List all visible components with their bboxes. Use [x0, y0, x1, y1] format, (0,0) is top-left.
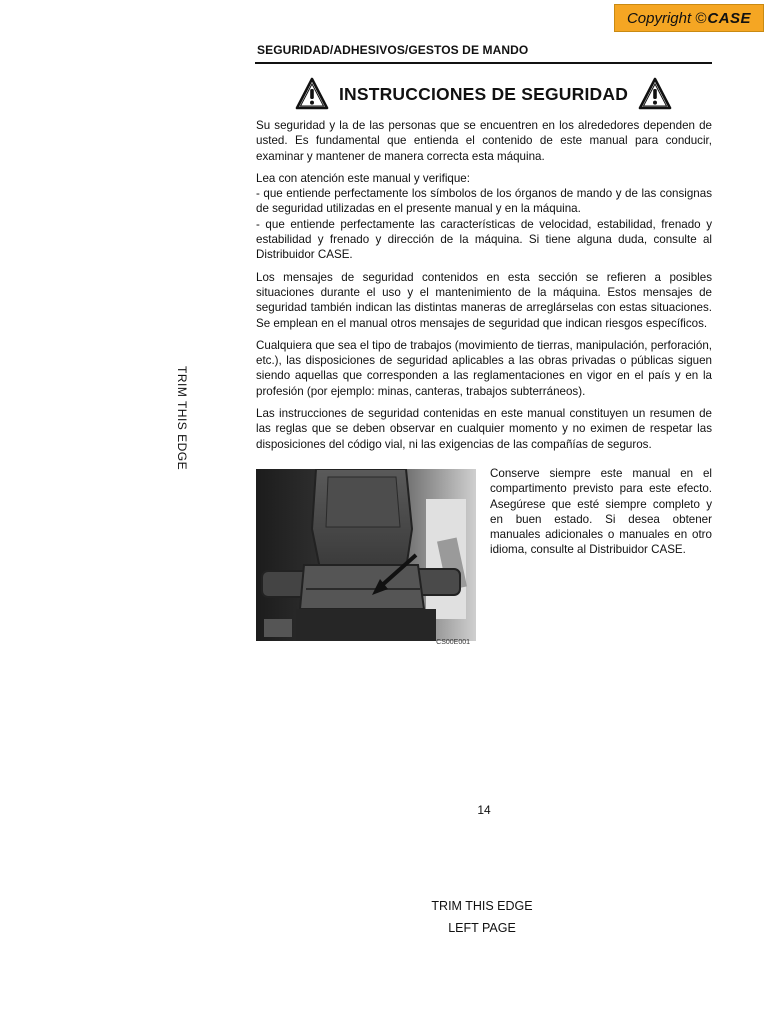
figure-caption: CS00E001 [436, 639, 470, 646]
header-divider [255, 62, 712, 64]
seat-illustration [256, 469, 476, 641]
trim-edge-bottom: TRIM THIS EDGE [431, 899, 533, 913]
page-title: INSTRUCCIONES DE SEGURIDAD [338, 83, 629, 104]
paragraph: Lea con atención este manual y verifique: [256, 171, 470, 185]
seat-figure [256, 469, 476, 649]
paragraph: Las instrucciones de seguridad contenidas en este manual constituyen un resumen de las reglas que se deben observar en cualquier momento y no eximen de respetar las disposiciones del código vial, ni las exigencias de las compañías de seguros. [256, 407, 712, 451]
page-side-label: LEFT PAGE [448, 921, 516, 935]
title-row [255, 74, 712, 114]
side-paragraph: Conserve siempre este manual en el compartimento previsto para este efecto. Asegúrese que esté siempre completo y en buen estado. Si desea obtener manuales adicionales o manuales en otro idioma, consulte al Distribuidor CASE. [490, 467, 712, 557]
paragraph: - que entiende perfectamente los símbolos de los órganos de mando y de las consignas de seguridad utilizadas en el presente manual y en la máquina. [256, 187, 712, 216]
page-number: 14 [477, 803, 491, 817]
warning-triangle-icon [295, 77, 329, 111]
case-logo: CASE [707, 9, 752, 27]
warning-triangle-icon [638, 77, 672, 111]
body-text [256, 118, 712, 459]
copyright-text: Copyright © [626, 9, 707, 27]
paragraph: Su seguridad y la de las personas que se encuentren en los alrededores dependen de usted. Es fundamental que entienda el contenido de este manual para conducir, examinar y mantener de manera correcta esta máquina. [256, 119, 712, 163]
paragraph: - que entiende perfectamente las características de velocidad, estabilidad, frenado y estabilidad y frenado y dirección de la máquina. Si tiene alguna duda, consulte al Distribuidor CASE. [256, 217, 712, 262]
copyright-badge [614, 4, 764, 32]
paragraph: Cualquiera que sea el tipo de trabajos (movimiento de tierras, manipulación, perforación, etc.), las disposiciones de seguridad aplicables a las obras privadas o públicas siguen siendo aquellas que corresponden a las reglamentaciones en vigor en el país y en la profesión (por ejemplo: minas, canteras, trabajos subterráneos). [256, 338, 712, 398]
section-header: SEGURIDAD/ADHESIVOS/GESTOS DE MANDO [257, 43, 529, 57]
paragraph: Los mensajes de seguridad contenidos en esta sección se refieren a posibles situaciones durante el uso y el mantenimiento de la máquina. Estos mensajes de seguridad también indican las distintas maneras de arreglárselas con estas situaciones. Se emplean en el manual otros mensajes de seguridad que indican riesgos específicos. [256, 270, 712, 330]
seat-photo [256, 469, 476, 641]
trim-edge-vertical: TRIM THIS EDGE [175, 366, 189, 471]
